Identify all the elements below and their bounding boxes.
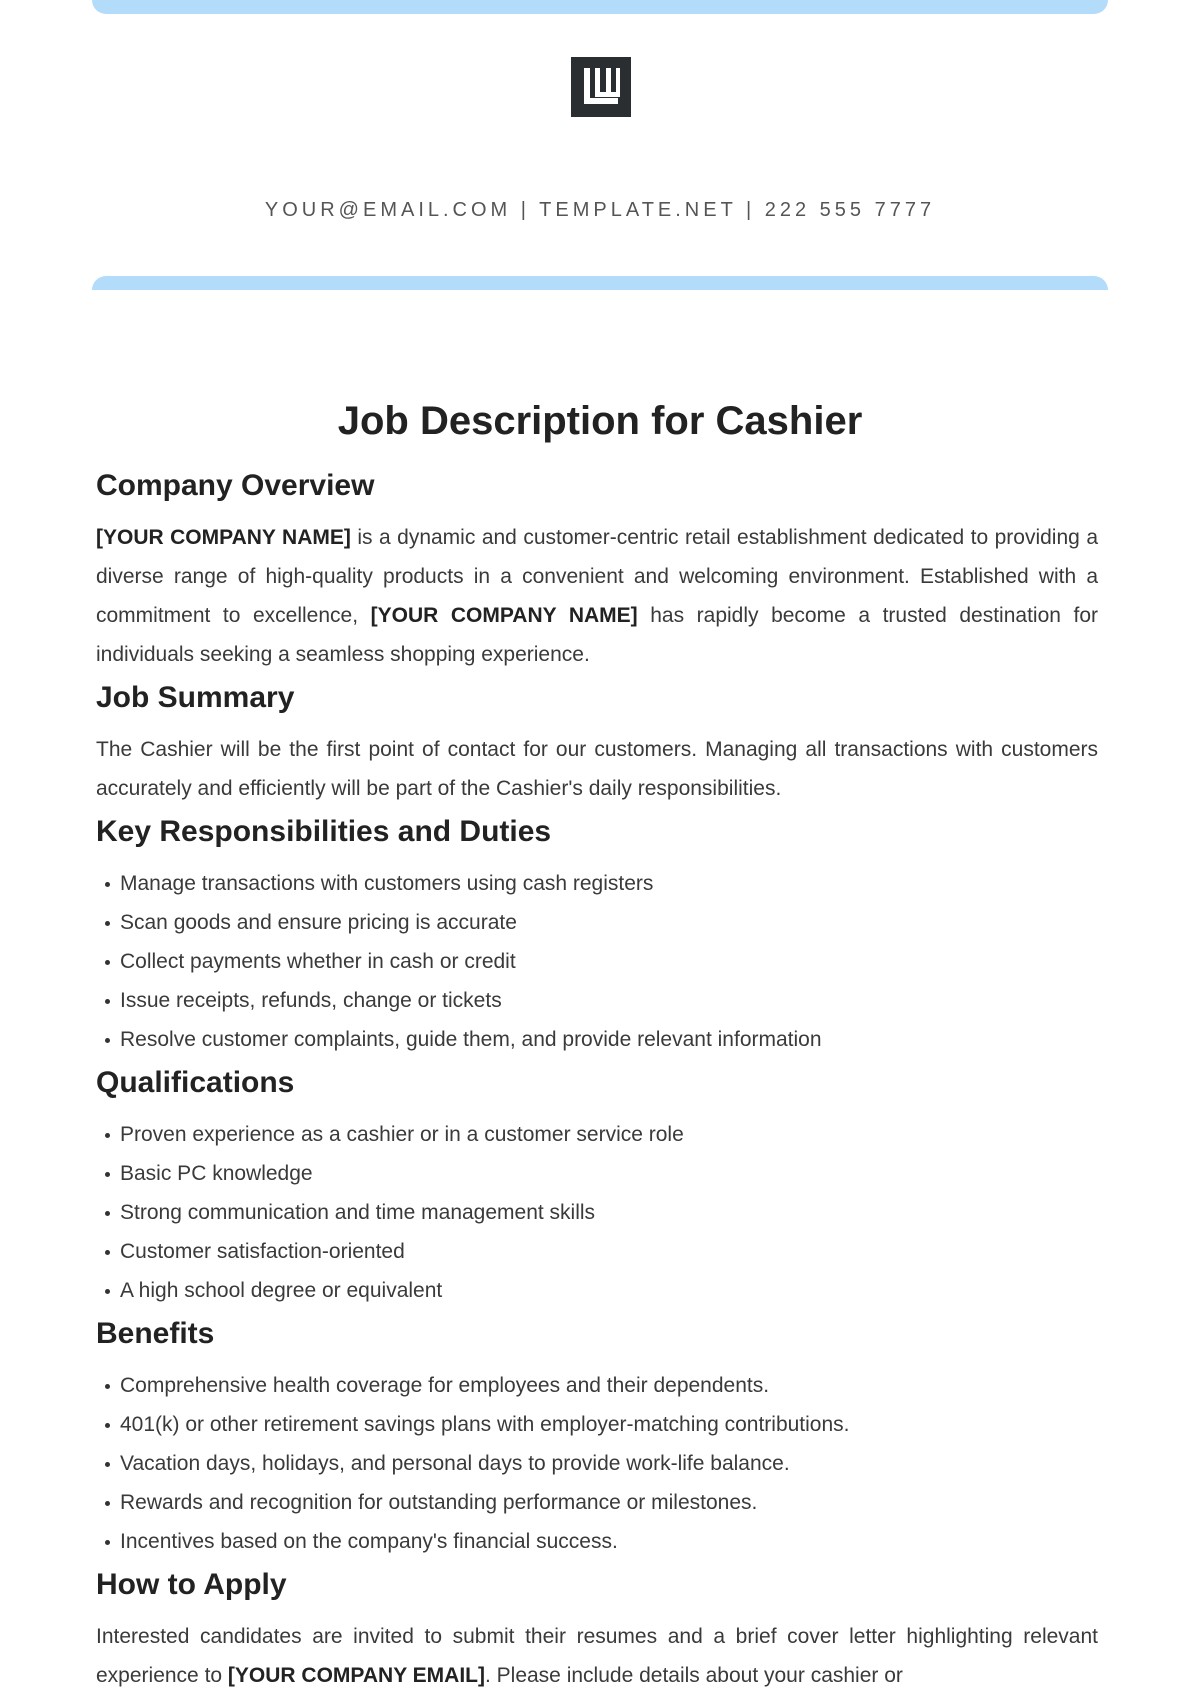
list-item: Vacation days, holidays, and personal days to provide work-life balance. [96,1444,1098,1483]
contact-line: YOUR@EMAIL.COM | TEMPLATE.NET | 222 555 7777 [264,199,936,221]
list-item: Rewards and recognition for outstanding performance or milestones. [96,1483,1098,1522]
benefits-heading: Benefits [96,1317,215,1350]
responsibilities-section [96,812,1098,1059]
benefits-section [96,1314,1098,1561]
list-item: Comprehensive health coverage for employees and their dependents. [96,1366,1098,1405]
how-to-apply-section [96,1565,1098,1695]
list-item: Customer satisfaction-oriented [96,1232,1098,1271]
list-item: Issue receipts, refunds, change or tickets [96,981,1098,1020]
qualifications-section [96,1063,1098,1310]
list-item: Strong communication and time management skills [96,1193,1098,1232]
list-item: A high school degree or equivalent [96,1271,1098,1310]
list-item: Manage transactions with customers using cash registers [96,864,1098,903]
responsibilities-list [96,864,1098,1059]
document-title: Job Description for Cashier [337,399,863,443]
apply-text-part: . Please include details about your cashier or [484,1664,903,1687]
qualifications-list [96,1115,1098,1310]
overview-text-part: is a dynamic and customer-centric retail establishment dedicated to providing a diverse range of high-quality products in a convenient and welcoming environment. Established with a commitment to excellence, [96,526,1098,627]
list-item: 401(k) or other retirement savings plans with employer-matching contributions. [96,1405,1098,1444]
company-name-placeholder: [YOUR COMPANY NAME] [370,604,638,627]
list-item: Incentives based on the company's financial success. [96,1522,1098,1561]
header-bottom-band [92,276,1108,290]
list-item: Collect payments whether in cash or credit [96,942,1098,981]
job-summary-text: The Cashier will be the first point of contact for our customers. Managing all transactions with customers accurately and efficiently will be part of the Cashier's daily responsibilities. [96,738,1098,800]
apply-text-part: Interested candidates are invited to submit their resumes and a brief cover letter highlighting relevant experience to [96,1625,1098,1687]
list-item: Scan goods and ensure pricing is accurate [96,903,1098,942]
how-to-apply-heading: How to Apply [96,1568,287,1601]
overview-text-part: has rapidly become a trusted destination for individuals seeking a seamless shopping experience. [96,604,1099,666]
qualifications-heading: Qualifications [96,1066,295,1099]
benefits-list [96,1366,1098,1561]
list-item: Resolve customer complaints, guide them, and provide relevant information [96,1020,1098,1059]
how-to-apply-text [96,1617,1098,1695]
company-overview-text [96,518,1098,674]
job-summary-section [96,678,1098,808]
responsibilities-heading: Key Responsibilities and Duties [96,815,552,848]
company-logo [571,57,631,117]
list-item: Proven experience as a cashier or in a customer service role [96,1115,1098,1154]
list-item: Basic PC knowledge [96,1154,1098,1193]
header-top-band [92,0,1108,14]
company-overview-section [96,466,1098,674]
company-email-placeholder: [YOUR COMPANY EMAIL] [227,1664,485,1687]
job-summary-heading: Job Summary [96,681,295,714]
document-body [96,466,1098,1699]
company-overview-heading: Company Overview [96,469,375,502]
company-name-placeholder: [YOUR COMPANY NAME] [96,526,351,549]
